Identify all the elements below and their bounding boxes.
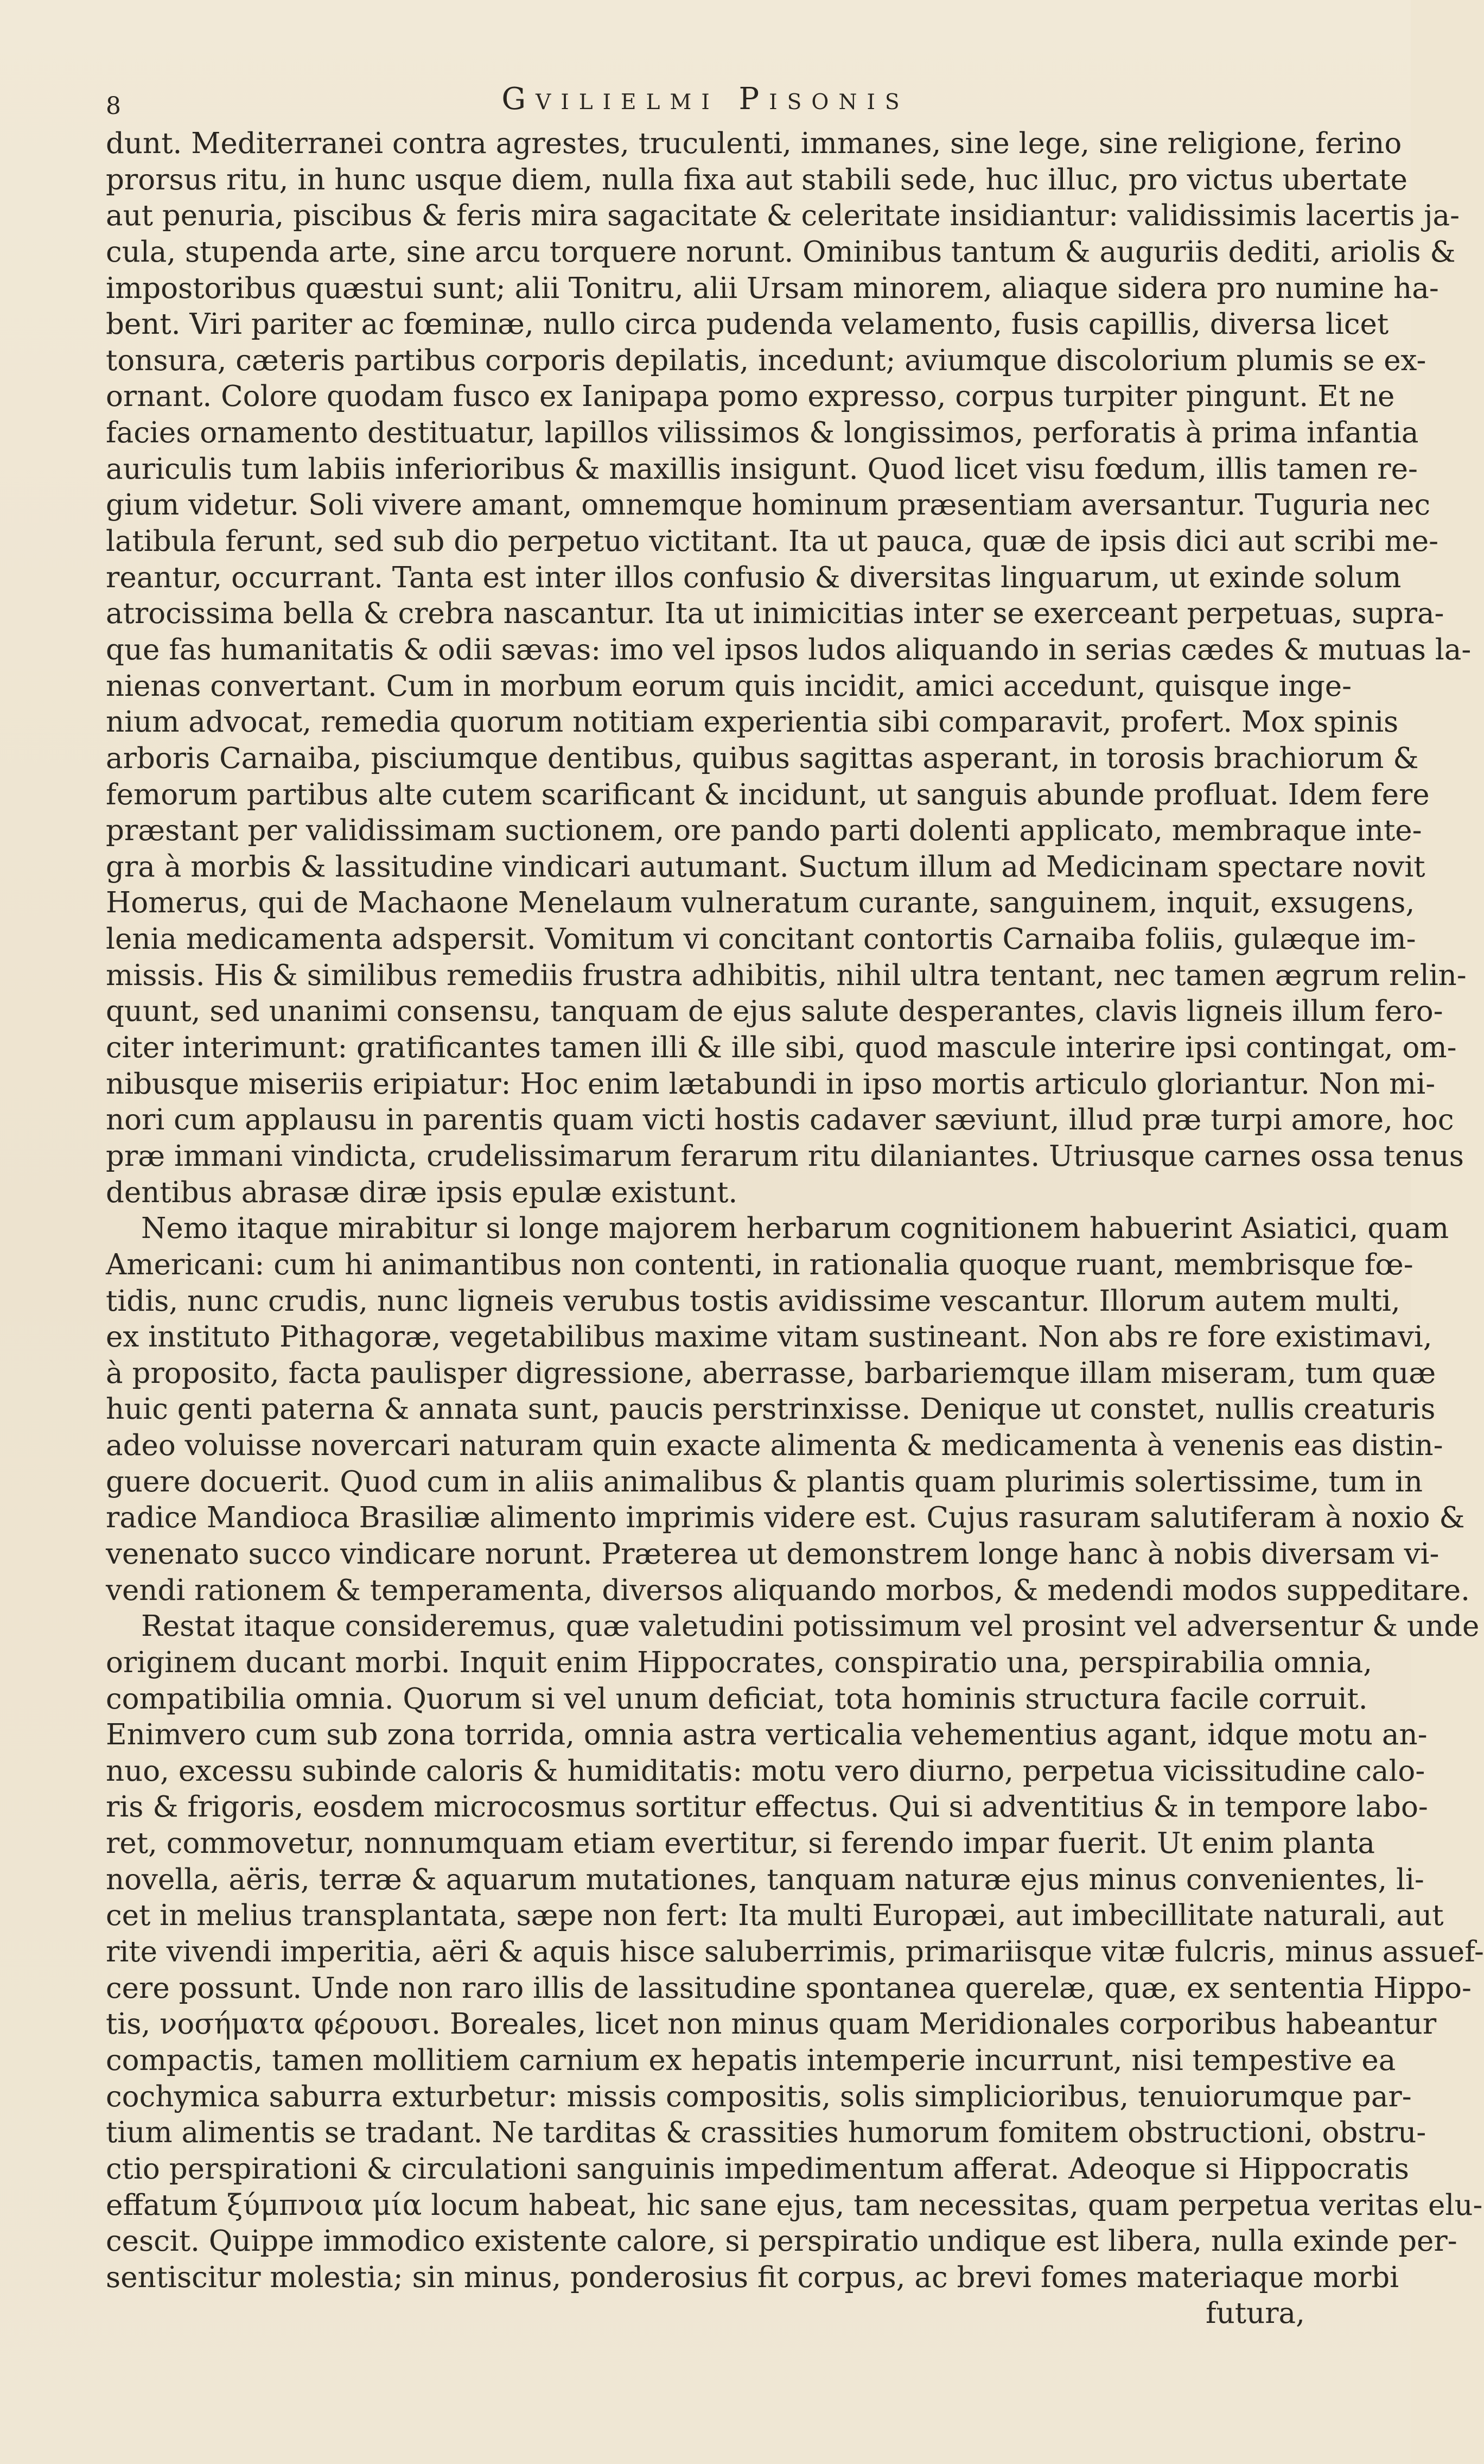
text-line: nori cum applausu in parentis quam victi hostis cadaver sæviunt, illud præ turpi amore, hoc bbox=[106, 1103, 1454, 1137]
text-line: adeo voluisse novercari naturam quin exacte alimenta & medicamenta à venenis eas distin- bbox=[106, 1429, 1443, 1463]
text-line: que fas humanitatis & odii sævas: imo vel ipsos ludos aliquando in serias cædes & mutuas la- bbox=[106, 633, 1472, 666]
paragraph bbox=[106, 126, 1472, 1211]
text-line: à proposito, facta paulisper digressione, aberrasse, barbariemque illam miseram, tum quæ bbox=[106, 1356, 1436, 1390]
paragraph bbox=[106, 1211, 1470, 1609]
text-line: ex instituto Pithagoræ, vegetabilibus maxime vitam sustineant. Non abs re fore existimavi, bbox=[106, 1320, 1432, 1354]
text-line: tis, νοσήματα φέρουσι. Boreales, licet non minus quam Meridionales corporibus habeantur bbox=[106, 2008, 1437, 2041]
text-line: tonsura, cæteris partibus corporis depilatis, incedunt; aviumque discolorium plumis se ex- bbox=[106, 344, 1426, 377]
text-line: nium advocat, remedia quorum notitiam experientia sibi comparavit, profert. Mox spinis bbox=[106, 706, 1399, 739]
text-line: huic genti paterna & annata sunt, paucis perstrinxisse. Denique ut constet, nullis creaturis bbox=[106, 1393, 1436, 1426]
text-line: bent. Viri pariter ac fœminæ, nullo circa pudenda velamento, fusis capillis, diversa licet bbox=[106, 308, 1389, 341]
text-line: facies ornamento destituatur, lapillos vilissimos & longissimos, perforatis à prima infantia bbox=[106, 416, 1419, 450]
text-line: sentiscitur molestia; sin minus, ponderosius fit corpus, ac brevi fomes materiaque morbi bbox=[106, 2260, 1399, 2294]
running-head bbox=[106, 81, 1305, 130]
text-line: cula, stupenda arte, sine arcu torquere norunt. Ominibus tantum & auguriis dediti, ariolis & bbox=[106, 235, 1456, 269]
text-line: nienas convertant. Cum in morbum eorum quis incidit, amici accedunt, quisque inge- bbox=[106, 669, 1352, 703]
text-line: gium videtur. Soli vivere amant, omnemque hominum præsentiam aversantur. Tuguria nec bbox=[106, 488, 1431, 522]
text-line: præ immani vindicta, crudelissimarum ferarum ritu dilaniantes. Utriusque carnes ossa tenus bbox=[106, 1139, 1464, 1173]
text-line: cere possunt. Unde non raro illis de lassitudine spontanea querelæ, quæ, ex sententia Hippo- bbox=[106, 1971, 1472, 2005]
text-line: compactis, tamen mollitiem carnium ex hepatis intemperie incurrunt, nisi tempestive ea bbox=[106, 2043, 1396, 2077]
text-line: cet in melius transplantata, sæpe non fert: Ita multi Europæi, aut imbecillitate naturali, aut bbox=[106, 1899, 1444, 1933]
text-line: rite vivendi imperitia, aëri & aquis hisce saluberrimis, primariisque vitæ fulcris, minus assuef- bbox=[106, 1935, 1484, 1969]
text-line: impostoribus quæstui sunt; alii Tonitru, alii Ursam minorem, aliaque sidera pro numine ha- bbox=[106, 271, 1439, 305]
text-line: latibula ferunt, sed sub dio perpetuo victitant. Ita ut pauca, quæ de ipsis dici aut scribi me- bbox=[106, 525, 1439, 558]
text-line: cescit. Quippe immodico existente calore, si perspiratio undique est libera, nulla exinde per- bbox=[106, 2225, 1457, 2258]
text-line: effatum ξύμπνοια μία locum habeat, hic sane ejus, tam necessitas, quam perpetua veritas elu- bbox=[106, 2188, 1483, 2222]
text-line: dunt. Mediterranei contra agrestes, truculenti, immanes, sine lege, sine religione, ferino bbox=[106, 127, 1402, 160]
text-line: tium alimentis se tradant. Ne tarditas & crassities humorum fomitem obstructioni, obstru- bbox=[106, 2116, 1426, 2150]
text-line: ctio perspirationi & circulationi sanguinis impedimentum afferat. Adeoque si Hippocratis bbox=[106, 2152, 1409, 2186]
text-line: missis. His & similibus remediis frustra adhibitis, nihil ultra tentant, nec tamen ægrum relin- bbox=[106, 958, 1467, 992]
page-number: 8 bbox=[106, 92, 122, 120]
text-line: vendi rationem & temperamenta, diversos aliquando morbos, & medendi modos suppeditare. bbox=[106, 1573, 1470, 1607]
text-line: novella, aëris, terræ & aquarum mutationes, tanquam naturæ ejus minus convenientes, li- bbox=[106, 1863, 1424, 1896]
text-line: præstant per validissimam suctionem, ore pando parti dolenti applicato, membraque inte- bbox=[106, 814, 1422, 848]
text-line: originem ducant morbi. Inquit enim Hippocrates, conspiratio una, perspirabilia omnia, bbox=[106, 1646, 1373, 1679]
text-line: Restat itaque consideremus, quæ valetudini potissimum vel prosint vel adversentur & unde bbox=[141, 1610, 1480, 1643]
text-line: compatibilia omnia. Quorum si vel unum deficiat, tota hominis structura facile corruit. bbox=[106, 1682, 1368, 1716]
text-line: ornant. Colore quodam fusco ex Ianipapa pomo expresso, corpus turpiter pingunt. Et ne bbox=[106, 380, 1395, 414]
text-line: ret, commovetur, nonnumquam etiam evertitur, si ferendo impar fuerit. Ut enim planta bbox=[106, 1827, 1375, 1860]
paragraph bbox=[106, 1609, 1484, 2332]
text-line: guere docuerit. Quod cum in aliis animalibus & plantis quam plurimis solertissime, tum in bbox=[106, 1465, 1423, 1498]
text-line: nibusque miseriis eripiatur: Hoc enim lætabundi in ipso mortis articulo gloriantur. Non mi- bbox=[106, 1067, 1436, 1101]
text-line: citer interimunt: gratificantes tamen illi & ille sibi, quod mascule interire ipsi contingat, om- bbox=[106, 1031, 1457, 1065]
text-line: auriculis tum labiis inferioribus & maxillis insigunt. Quod licet visu fœdum, illis tamen re- bbox=[106, 452, 1418, 486]
text-line: femorum partibus alte cutem scarificant & incidunt, ut sanguis abunde profluat. Idem fere bbox=[106, 778, 1430, 811]
text-line: Americani: cum hi animantibus non contenti, in rationalia quoque ruant, membrisque fœ- bbox=[106, 1248, 1413, 1281]
text-line: nuo, excessu subinde caloris & humiditatis: motu vero diurno, perpetua vicissitudine calo- bbox=[106, 1754, 1425, 1788]
text-line: arboris Carnaiba, pisciumque dentibus, quibus sagittas asperant, in torosis brachiorum & bbox=[106, 741, 1419, 775]
text-line: radice Mandioca Brasiliæ alimento imprimis videre est. Cujus rasuram salutiferam à noxio & bbox=[106, 1501, 1465, 1535]
text-line: prorsus ritu, in hunc usque diem, nulla fixa aut stabili sede, huc illuc, pro victus ubertate bbox=[106, 163, 1407, 196]
text-line: Nemo itaque mirabitur si longe majorem herbarum cognitionem habuerint Asiatici, quam bbox=[141, 1212, 1449, 1246]
text-line: lenia medicamenta adspersit. Vomitum vi concitant contortis Carnaiba foliis, gulæque im- bbox=[106, 923, 1416, 956]
text-line: tidis, nunc crudis, nunc ligneis verubus tostis avidissime vescantur. Illorum autem multi, bbox=[106, 1284, 1400, 1318]
text-line: quunt, sed unanimi consensu, tanquam de ejus salute desperantes, clavis ligneis illum fero- bbox=[106, 995, 1443, 1028]
text-line: venenato succo vindicare norunt. Præterea ut demonstrem longe hanc à nobis diversam vi- bbox=[106, 1537, 1440, 1571]
text-line: gra à morbis & lassitudine vindicari autumant. Suctum illum ad Medicinam spectare novit bbox=[106, 850, 1425, 884]
text-line: reantur, occurrant. Tanta est inter illos confusio & diversitas linguarum, ut exinde solum bbox=[106, 561, 1402, 594]
text-line: aut penuria, piscibus & feris mira sagacitate & celeritate insidiantur: validissimis lacertis ja- bbox=[106, 199, 1460, 233]
text-line: ris & frigoris, eosdem microcosmus sortitur effectus. Qui si adventitius & in tempore labo- bbox=[106, 1790, 1428, 1824]
text-line: futura, bbox=[1206, 2297, 1305, 2330]
text-line: Homerus, qui de Machaone Menelaum vulneratum curante, sanguinem, inquit, exsugens, bbox=[106, 886, 1415, 920]
text-line: dentibus abrasæ diræ ipsis epulæ existunt. bbox=[106, 1176, 738, 1209]
running-title: Gvilielmi Pisonis bbox=[501, 81, 909, 117]
text-line: Enimvero cum sub zona torrida, omnia astra verticalia vehementius agant, idque motu an- bbox=[106, 1718, 1428, 1752]
body-text bbox=[106, 126, 1484, 2332]
text-line: atrocissima bella & crebra nascantur. Ita ut inimicitias inter se exerceant perpetuas, supra- bbox=[106, 597, 1444, 631]
text-line: cochymica saburra exturbetur: missis compositis, solis simplicioribus, tenuiorumque par- bbox=[106, 2080, 1412, 2113]
